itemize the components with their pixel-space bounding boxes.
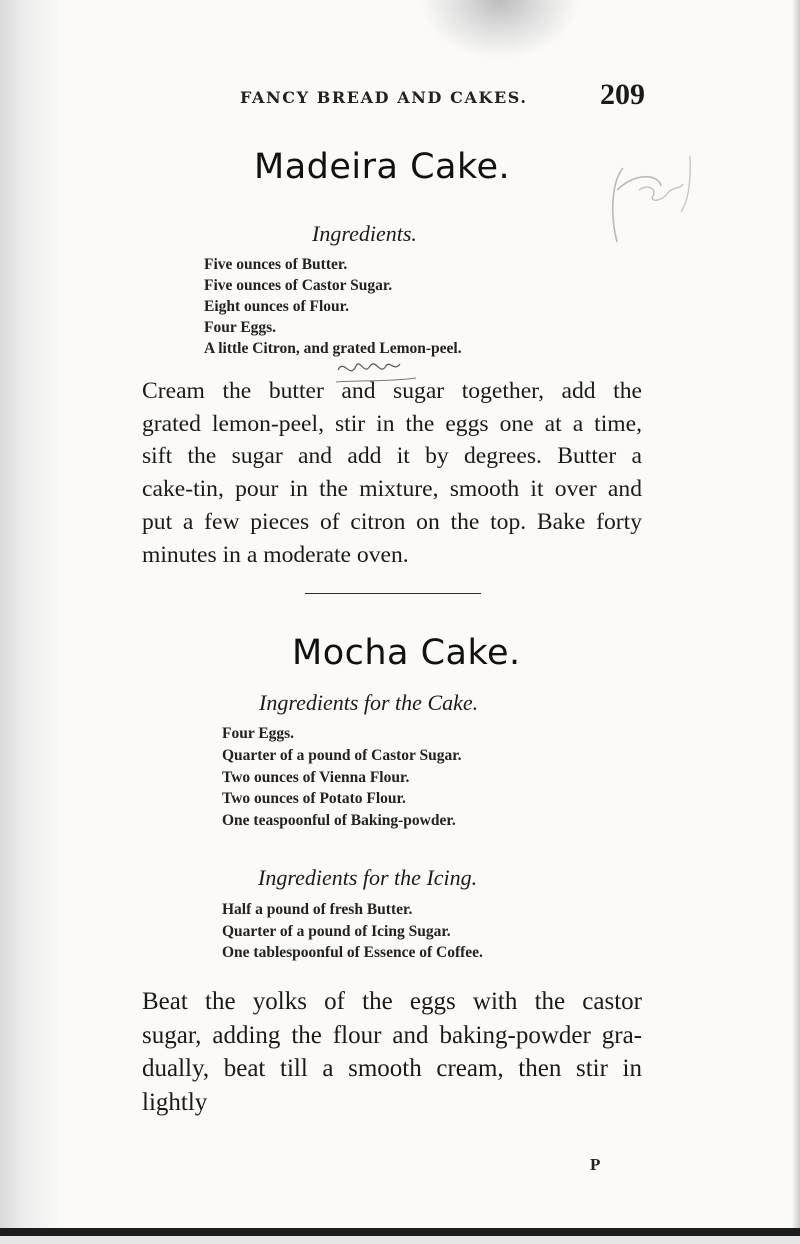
mocha-cake-title: Mocha Cake. — [292, 633, 521, 673]
ingredient-item: Four Eggs. — [222, 725, 295, 742]
madeira-ingredients-list — [204, 254, 462, 359]
page-number: 209 — [600, 78, 645, 111]
page-edge-shadow — [792, 0, 800, 1244]
method-line: put a few pieces of citron on the top. Bake forty — [142, 508, 642, 535]
page-stain — [420, 0, 580, 60]
method-line: dually, beat till a smooth cream, then stir in lightly — [142, 1055, 642, 1116]
ingredient-item: Half a pound of fresh Butter. — [222, 901, 413, 918]
ingredient-item: Four Eggs. — [204, 319, 277, 336]
ingredient-item: Quarter of a pound of Castor Sugar. — [222, 746, 462, 764]
mocha-cake-ingredients-heading: Ingredients for the Cake. — [259, 690, 479, 715]
ingredient-item: One teaspoonful of Baking-powder. — [222, 812, 456, 830]
handwritten-annotation-icon — [595, 150, 705, 260]
method-line: sugar, adding the flour and baking-powder gra- — [142, 1021, 642, 1049]
signature-mark: P — [590, 1155, 601, 1174]
section-divider — [305, 593, 481, 594]
ingredient-item: Two ounces of Potato Flour. — [222, 790, 406, 808]
ingredient-item: Five ounces of Butter. — [204, 256, 348, 273]
ingredient-item: One tablespoonful of Essence of Coffee. — [222, 944, 483, 961]
madeira-method-paragraph — [142, 375, 642, 571]
bottom-scan-fade — [0, 1236, 800, 1244]
method-line: grated lemon-peel, stir in the eggs one at a time, — [142, 410, 642, 437]
ingredient-item: A little Citron, and grated Lemon-peel. — [204, 340, 462, 357]
madeira-ingredients-heading: Ingredients. — [312, 221, 417, 246]
mocha-cake-ingredients-list — [222, 723, 462, 832]
page-gutter-shadow — [0, 0, 58, 1244]
method-line: sift the sugar and add it by degrees. Butter a — [142, 443, 642, 470]
ingredient-item: Five ounces of Castor Sugar. — [204, 277, 393, 294]
method-line: minutes in a moderate oven. — [142, 541, 409, 568]
mocha-method-paragraph — [142, 985, 642, 1119]
method-line: Cream the butter and sugar together, add the — [142, 378, 642, 404]
method-line: cake-tin, pour in the mixture, smooth it over and — [142, 476, 642, 503]
madeira-cake-title: Madeira Cake. — [254, 147, 511, 187]
ingredient-item: Eight ounces of Flour. — [204, 298, 349, 315]
mocha-icing-ingredients-list — [222, 899, 483, 964]
method-line: Beat the yolks of the eggs with the castor — [142, 988, 642, 1015]
mocha-icing-ingredients-heading: Ingredients for the Icing. — [258, 865, 478, 890]
ingredient-item: Two ounces of Vienna Flour. — [222, 768, 410, 786]
bottom-scan-edge — [0, 1228, 800, 1236]
running-header: FANCY BREAD AND CAKES. — [240, 88, 528, 107]
ingredient-item: Quarter of a pound of Icing Sugar. — [222, 922, 451, 940]
